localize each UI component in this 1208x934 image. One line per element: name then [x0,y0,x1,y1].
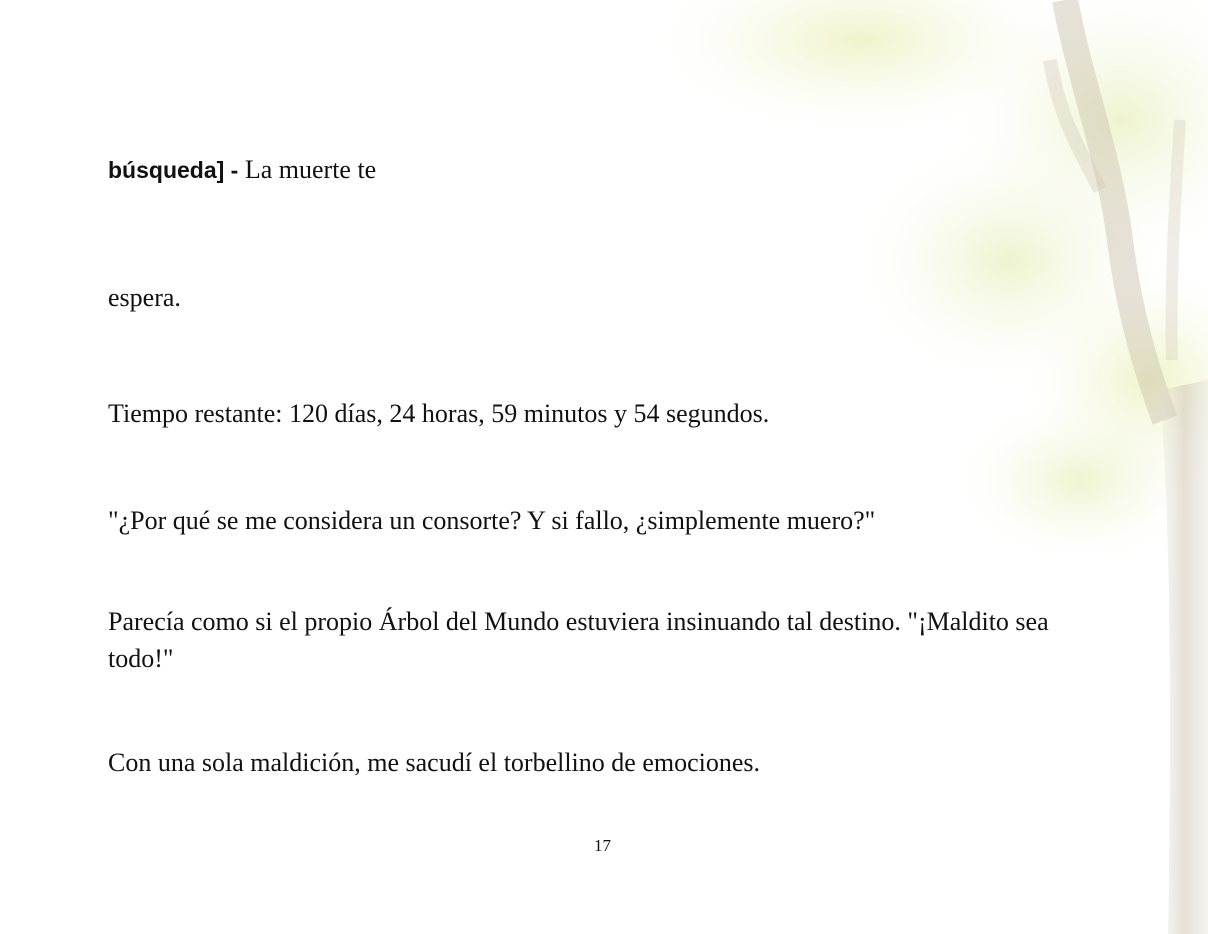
paragraph-arbol-line-2: todo!" [108,644,174,673]
heading-bold-text: búsqueda] - [108,157,239,183]
heading-rest-text: La muerte te [244,155,377,184]
page-number: 17 [594,836,611,855]
heading-line [108,152,376,188]
paragraph-question: "¿Por qué se me considera un consorte? Y si fallo, ¿simplemente muero?" [108,506,876,535]
paragraph-espera: espera. [108,283,181,312]
paragraph-maldicion: Con una sola maldición, me sacudí el torbellino de emociones. [108,748,761,777]
paragraph-tiempo-restante: Tiempo restante: 120 días, 24 horas, 59 minutos y 54 segundos. [108,399,770,428]
paragraph-arbol-line-1: Parecía como si el propio Árbol del Mundo estuviera insinuando tal destino. "¡Maldito sea [108,607,1049,636]
